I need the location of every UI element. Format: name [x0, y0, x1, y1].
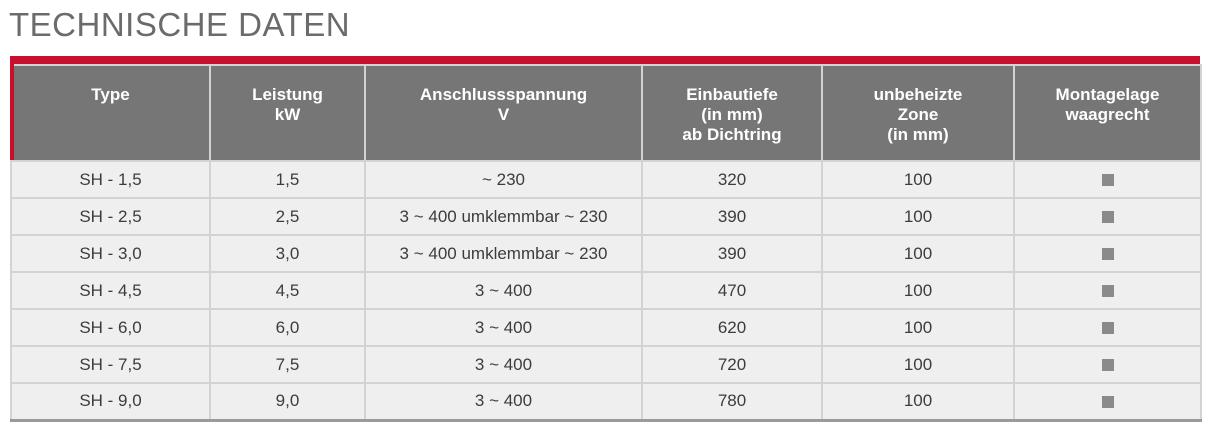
table-row: [11, 272, 1201, 309]
cell-type: SH - 6,0: [11, 309, 210, 346]
cell-leistung: 1,5: [210, 161, 365, 198]
cell-einbautiefe: 780: [642, 383, 822, 420]
cell-zone: 100: [822, 346, 1014, 383]
cell-zone: 100: [822, 309, 1014, 346]
cell-leistung: 3,0: [210, 235, 365, 272]
table-row: [11, 346, 1201, 383]
table-row: [11, 235, 1201, 272]
technical-data-table: [10, 64, 1202, 422]
cell-type: SH - 4,5: [11, 272, 210, 309]
cell-spannung: 3 ~ 400 umklemmbar ~ 230: [365, 235, 642, 272]
table-row: [11, 198, 1201, 235]
header-einbautiefe: Einbautiefe (in mm) ab Dichtring: [642, 65, 822, 161]
filled-square-icon: [1102, 396, 1114, 408]
cell-leistung: 9,0: [210, 383, 365, 420]
header-unbeheizte-zone: unbeheizte Zone (in mm): [822, 65, 1014, 161]
cell-einbautiefe: 390: [642, 235, 822, 272]
cell-montagelage-waagrecht: [1014, 198, 1201, 235]
table-row: [11, 161, 1201, 198]
cell-montagelage-waagrecht: [1014, 272, 1201, 309]
cell-spannung: 3 ~ 400: [365, 309, 642, 346]
cell-leistung: 2,5: [210, 198, 365, 235]
header-type: Type: [11, 65, 210, 161]
header-anschlussspannung: Anschlussspannung V: [365, 65, 642, 161]
table-header-row: [11, 65, 1201, 161]
cell-zone: 100: [822, 198, 1014, 235]
filled-square-icon: [1102, 248, 1114, 260]
filled-square-icon: [1102, 211, 1114, 223]
header-leistung: Leistung kW: [210, 65, 365, 161]
cell-type: SH - 9,0: [11, 383, 210, 420]
cell-type: SH - 7,5: [11, 346, 210, 383]
filled-square-icon: [1102, 174, 1114, 186]
cell-type: SH - 1,5: [11, 161, 210, 198]
cell-spannung: 3 ~ 400 umklemmbar ~ 230: [365, 198, 642, 235]
cell-montagelage-waagrecht: [1014, 161, 1201, 198]
cell-montagelage-waagrecht: [1014, 309, 1201, 346]
cell-einbautiefe: 390: [642, 198, 822, 235]
cell-einbautiefe: 720: [642, 346, 822, 383]
cell-leistung: 7,5: [210, 346, 365, 383]
table-row: [11, 383, 1201, 420]
cell-spannung: 3 ~ 400: [365, 383, 642, 420]
cell-einbautiefe: 320: [642, 161, 822, 198]
cell-type: SH - 2,5: [11, 198, 210, 235]
cell-einbautiefe: 620: [642, 309, 822, 346]
cell-einbautiefe: 470: [642, 272, 822, 309]
cell-montagelage-waagrecht: [1014, 346, 1201, 383]
cell-zone: 100: [822, 235, 1014, 272]
header-montagelage: Montagelage waagrecht: [1014, 65, 1201, 161]
cell-type: SH - 3,0: [11, 235, 210, 272]
cell-spannung: 3 ~ 400: [365, 272, 642, 309]
cell-leistung: 6,0: [210, 309, 365, 346]
cell-zone: 100: [822, 272, 1014, 309]
cell-montagelage-waagrecht: [1014, 235, 1201, 272]
page-title: TECHNISCHE DATEN: [9, 6, 351, 43]
cell-zone: 100: [822, 161, 1014, 198]
accent-left-edge: [10, 56, 14, 160]
filled-square-icon: [1102, 322, 1114, 334]
cell-leistung: 4,5: [210, 272, 365, 309]
accent-bar: [10, 56, 1200, 64]
cell-spannung: 3 ~ 400: [365, 346, 642, 383]
table-row: [11, 309, 1201, 346]
filled-square-icon: [1102, 285, 1114, 297]
cell-montagelage-waagrecht: [1014, 383, 1201, 420]
filled-square-icon: [1102, 359, 1114, 371]
cell-zone: 100: [822, 383, 1014, 420]
cell-spannung: ~ 230: [365, 161, 642, 198]
